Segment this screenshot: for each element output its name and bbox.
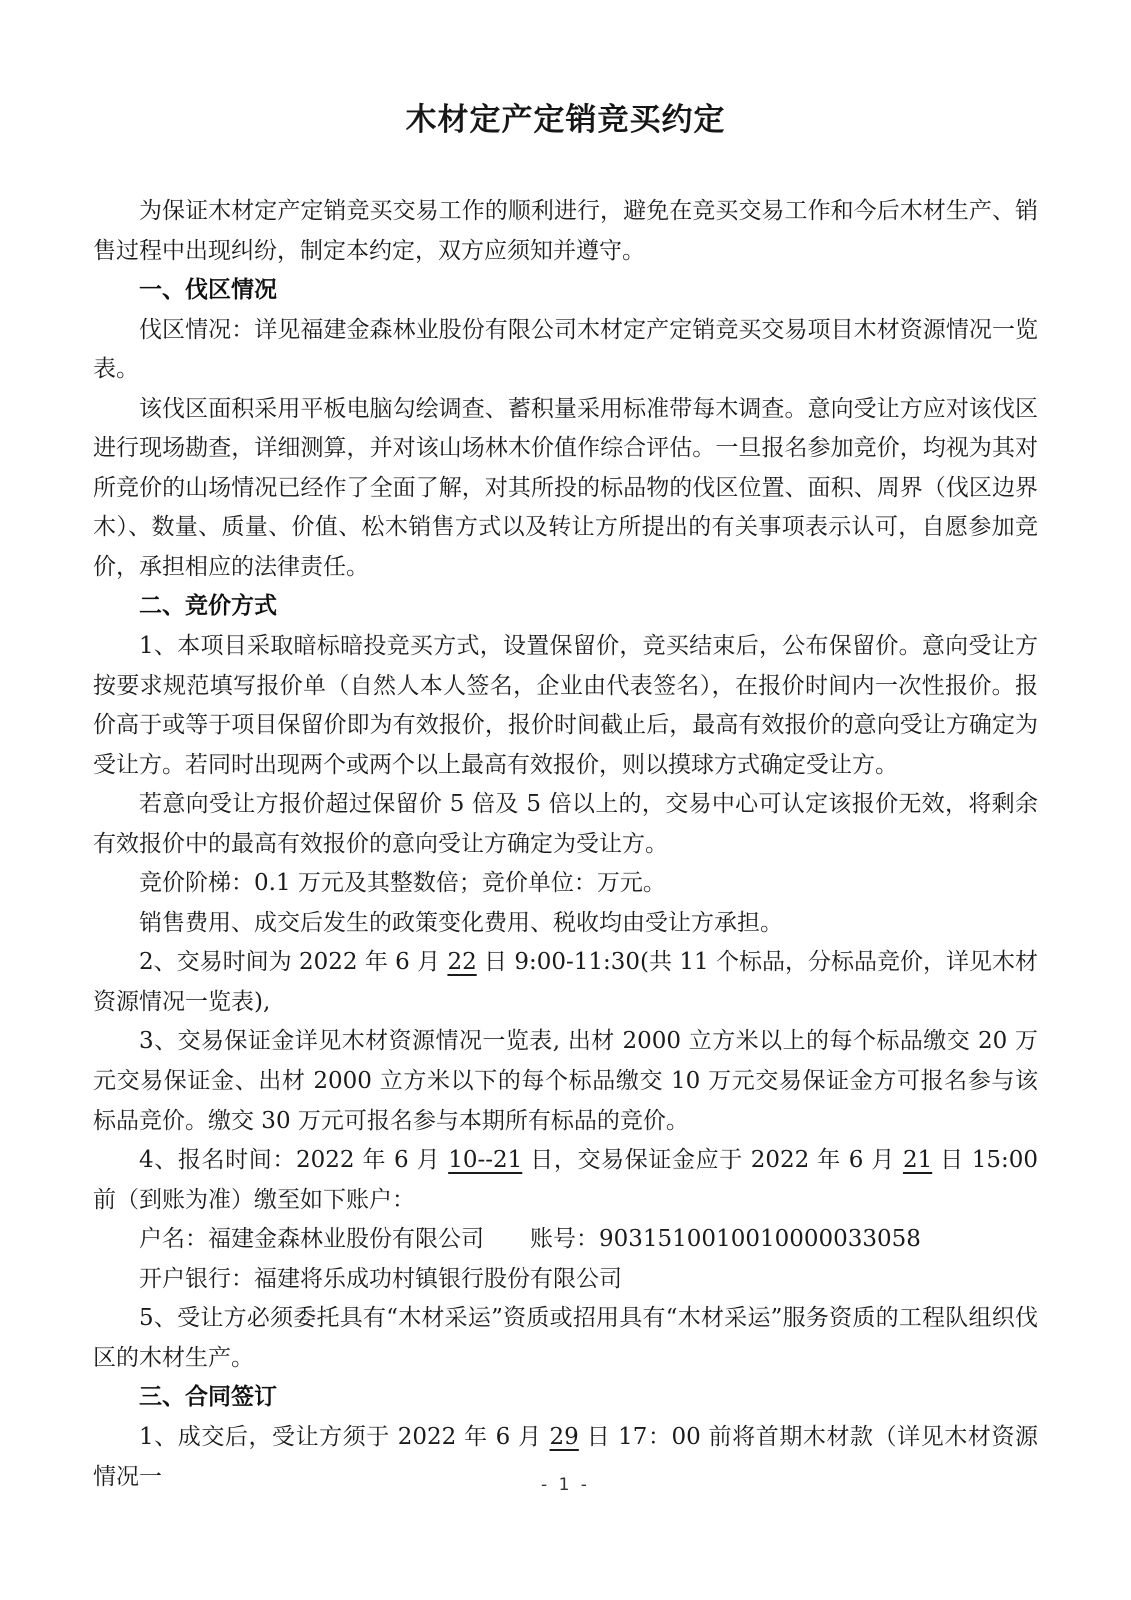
account-holder: 户名：福建金森林业股份有限公司 — [139, 1226, 484, 1253]
paragraph-cutting-area-overview: 伐区情况：详见福建金森林业股份有限公司木材定产定销竞买交易项目木材资源情况一览表。 — [93, 316, 1038, 383]
paragraph-bank-account — [93, 1220, 1038, 1260]
paragraph-survey-method: 该伐区面积采用平板电脑勾绘调查、蓄积量采用标准带每木调查。意向受让方应对该伐区进行现场勘查，详细测算，并对该山场林木价值作综合评估。一旦报名参加竞价，均视为其对所竞价的山场情况已经作了全面了解，对其所投的标品物的伐区位置、面积、周界（伐区边界木）、数量、质量、价值、松木销售方式以及转让方所提出的有关事项表示认可，自愿参加竞价，承担相应的法律责任。 — [93, 395, 1038, 580]
text-flow — [93, 192, 1038, 1497]
paragraph-registration-time: 4、报名时间：2022 年 6 月 10--21 日，交易保证金应于 2022 年 6 月 21 日 15:00 前（到账为准）缴至如下账户： — [93, 1147, 1038, 1213]
paragraph-bid-increment: 竞价阶梯：0.1 万元及其整数倍；竞价单位：万元。 — [139, 870, 666, 897]
trade-date-underlined: 22 — [447, 949, 477, 976]
paragraph-deposit-rules: 3、交易保证金详见木材资源情况一览表, 出材 2000 立方米以上的每个标品缴交 20 万元交易保证金、出材 2000 立方米以下的每个标品缴交 10 万元交易保证金方可报名参与该标品竞价。缴交 30 万元可报名参与本期所有标品的竞价。 — [93, 1028, 1038, 1134]
document-body — [93, 0, 1038, 1497]
paragraph-fees-taxes: 销售费用、成交后发生的政策变化费用、税收均由受让方承担。 — [139, 909, 783, 936]
paragraph-trade-time: 2、交易时间为 2022 年 6 月 22 日 9:00-11:30(共 11 个标品，分标品竞价，详见木材资源情况一览表), — [93, 949, 1039, 1015]
account-number: 账号：9031510010010000033058 — [530, 1226, 921, 1253]
payment-date-underlined: 29 — [549, 1423, 579, 1450]
heading-section-1-cutting-area: 一、伐区情况 — [139, 277, 277, 304]
paragraph-over-reserve-rule: 若意向受让方报价超过保留价 5 倍及 5 倍以上的，交易中心可认定该报价无效，将剩余有效报价中的最高有效报价的意向受让方确定为受让方。 — [93, 791, 1038, 857]
heading-section-2-bidding: 二、竞价方式 — [139, 593, 277, 620]
paragraph-logging-qualification: 5、受让方必须委托具有“木材采运”资质或招用具有“木材采运”服务资质的工程队组织伐区的木材生产。 — [93, 1305, 1038, 1371]
heading-section-3-contract: 三、合同签订 — [139, 1384, 277, 1411]
paragraph-contract-signing: 1、成交后，受让方须于 2022 年 6 月 29 日 17：00 前将首期木材款（详见木材资源情况一 — [93, 1423, 1039, 1490]
paragraph-bidding-method: 1、本项目采取暗标暗投竞买方式，设置保留价，竞买结束后，公布保留价。意向受让方按要求规范填写报价单（自然人本人签名，企业由代表签名），在报价时间内一次性报价。报价高于或等于项目保留价即为有效报价，报价时间截止后，最高有效报价的意向受让方确定为受让方。若同时出现两个或两个以上最高有效报价，则以摸球方式确定受让方。 — [93, 633, 1038, 778]
deposit-deadline-underlined: 21 — [902, 1147, 933, 1174]
page-title: 木材定产定销竞买约定 — [405, 102, 726, 138]
paragraph-bank-name: 开户银行：福建将乐成功村镇银行股份有限公司 — [139, 1265, 622, 1292]
registration-dates-underlined: 10--21 — [448, 1147, 523, 1174]
paragraph-preamble: 为保证木材定产定销竞买交易工作的顺利进行，避免在竞买交易工作和今后木材生产、销售过程中出现纠纷，制定本约定，双方应须知并遵守。 — [93, 198, 1038, 264]
page-number: - 1 - — [541, 1475, 590, 1495]
